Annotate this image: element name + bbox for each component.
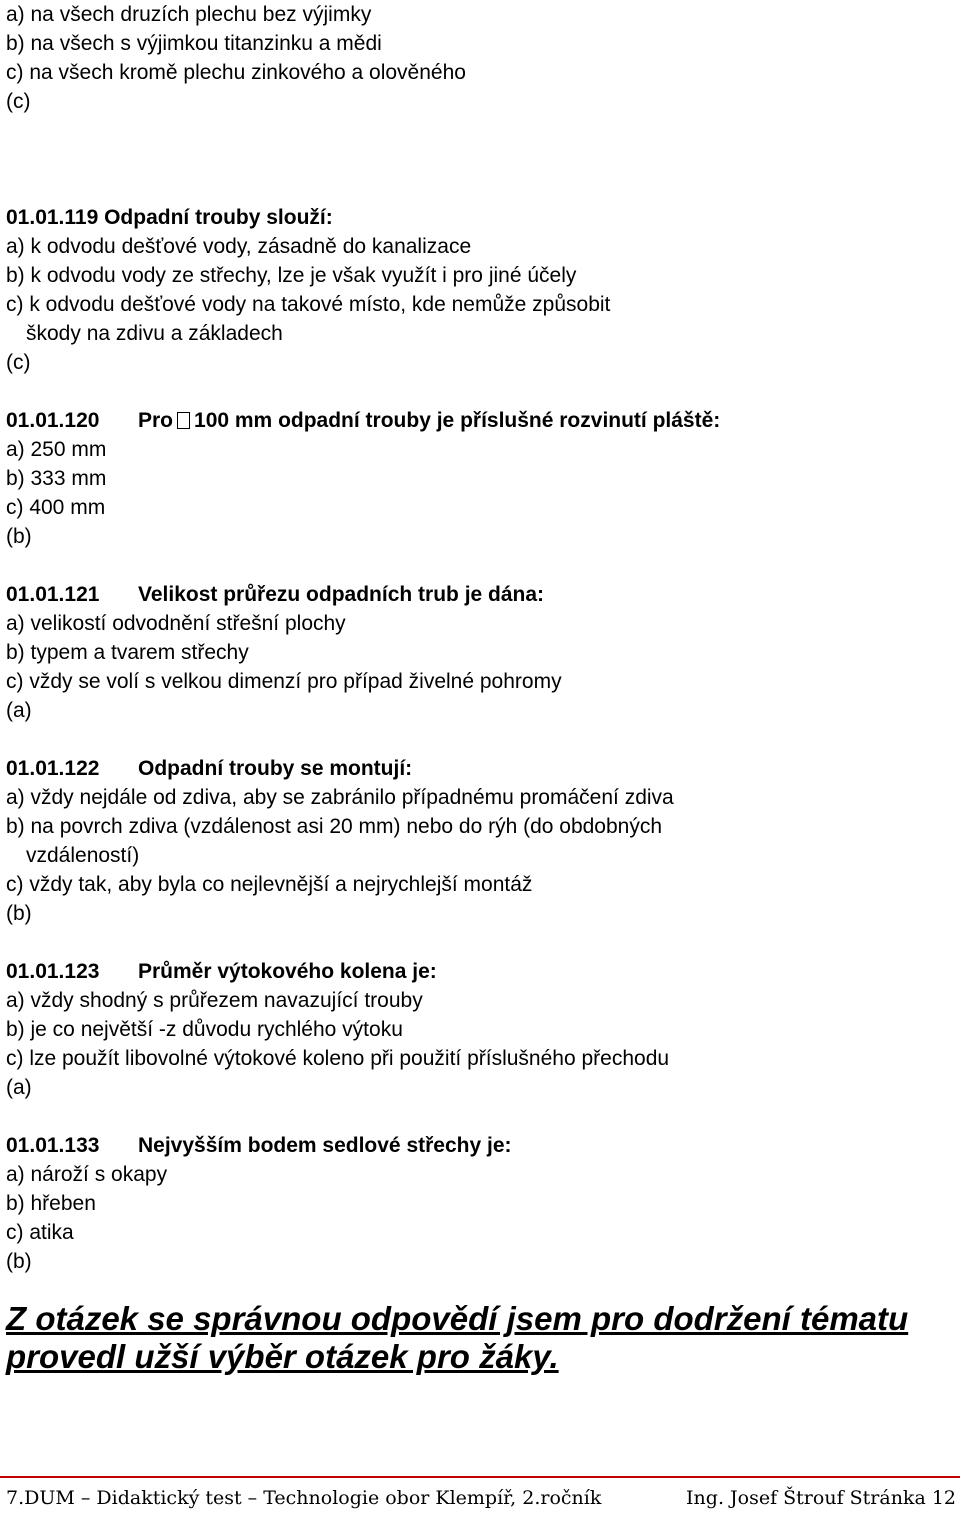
- spacer: [6, 928, 956, 957]
- question-title: Nejvyšším bodem sedlové střechy je:: [138, 1134, 512, 1157]
- answer: (c): [6, 351, 31, 374]
- option-b: b) je co největší -z důvodu rychlého výtoku: [6, 1018, 403, 1041]
- spacer: [6, 551, 956, 580]
- question-number: 01.01.122: [6, 757, 100, 780]
- spacer: [6, 116, 956, 203]
- option-c-continued: škody na zdivu a základech: [26, 322, 283, 345]
- question-heading: [6, 957, 956, 986]
- question-number: 01.01.133: [6, 1134, 100, 1157]
- question-122: [6, 754, 956, 928]
- option-c: c) atika: [6, 1221, 74, 1244]
- option-a: a) nároží s okapy: [6, 1163, 168, 1186]
- closing-note: [6, 1300, 956, 1376]
- option-c: c) k odvodu dešťové vody na takové místo, kde nemůže způsobit: [6, 293, 611, 316]
- footer-author-page: Ing. Josef Štrouf Stránka 12: [686, 1487, 956, 1509]
- option-a: a) na všech druzích plechu bez výjimky: [6, 3, 372, 26]
- answer: (b): [6, 1250, 32, 1273]
- closing-period: .: [549, 1338, 559, 1375]
- option-b: b) 333 mm: [6, 467, 107, 490]
- question-119: [6, 203, 956, 377]
- question-tail: [6, 0, 956, 116]
- question-heading: [6, 406, 956, 435]
- question-text-start: Pro: [138, 409, 174, 432]
- option-b-continued: vzdáleností): [26, 844, 140, 867]
- option-a: a) vždy shodný s průřezem navazující trouby: [6, 989, 423, 1012]
- missing-glyph-icon: [177, 412, 190, 429]
- question-heading: [6, 580, 956, 609]
- answer: (a): [6, 1076, 32, 1099]
- question-title: Odpadní trouby se montují:: [138, 757, 413, 780]
- footer-divider: [0, 1476, 960, 1478]
- option-b: b) k odvodu vody ze střechy, lze je však využít i pro jiné účely: [6, 264, 577, 287]
- question-number: 01.01.123: [6, 960, 100, 983]
- question-heading: [6, 1131, 956, 1160]
- spacer: [6, 1102, 956, 1131]
- option-c: c) vždy tak, aby byla co nejlevnější a nejrychlejší montáž: [6, 873, 533, 896]
- question-number: 01.01.120: [6, 409, 100, 432]
- question-121: [6, 580, 956, 725]
- footer-document-title: 7.DUM – Didaktický test – Technologie obor Klempíř, 2.ročník: [6, 1487, 602, 1509]
- option-a: a) velikostí odvodnění střešní plochy: [6, 612, 346, 635]
- question-title: Velikost průřezu odpadních trub je dána:: [138, 583, 545, 606]
- option-c: c) 400 mm: [6, 496, 106, 519]
- option-b: b) typem a tvarem střechy: [6, 641, 249, 664]
- option-b: b) na povrch zdiva (vzdálenost asi 20 mm) nebo do rýh (do obdobných: [6, 815, 663, 838]
- option-c: c) na všech kromě plechu zinkového a olověného: [6, 61, 466, 84]
- question-title: Průměr výtokového kolena je:: [138, 960, 437, 983]
- option-a: a) vždy nejdále od zdiva, aby se zabránilo případnému promáčení zdiva: [6, 786, 674, 809]
- option-a: a) 250 mm: [6, 438, 107, 461]
- option-a: a) k odvodu dešťové vody, zásadně do kanalizace: [6, 235, 472, 258]
- spacer: [6, 725, 956, 754]
- closing-line-2: [6, 1338, 956, 1376]
- answer: (a): [6, 699, 32, 722]
- question-heading: [6, 754, 956, 783]
- option-b: b) na všech s výjimkou titanzinku a mědi: [6, 32, 382, 55]
- answer: (b): [6, 525, 32, 548]
- closing-line-2-text: provedl užší výběr otázek pro žáky: [6, 1338, 550, 1375]
- document-body: [6, 0, 956, 1276]
- option-c: c) lze použít libovolné výtokové koleno při použití příslušného přechodu: [6, 1047, 670, 1070]
- question-number: 01.01.121: [6, 583, 100, 606]
- spacer: [6, 377, 956, 406]
- answer: (c): [6, 90, 31, 113]
- page-footer: [6, 1486, 956, 1510]
- question-120: [6, 406, 956, 551]
- question-heading: 01.01.119 Odpadní trouby slouží:: [6, 206, 333, 229]
- option-c: c) vždy se volí s velkou dimenzí pro případ živelné pohromy: [6, 670, 562, 693]
- option-b: b) hřeben: [6, 1192, 96, 1215]
- question-text-end: 100 mm odpadní trouby je příslušné rozvinutí pláště:: [194, 409, 721, 432]
- answer: (b): [6, 902, 32, 925]
- closing-line-1: Z otázek se správnou odpovědí jsem pro dodržení tématu: [6, 1300, 909, 1337]
- question-123: [6, 957, 956, 1102]
- question-133: [6, 1131, 956, 1276]
